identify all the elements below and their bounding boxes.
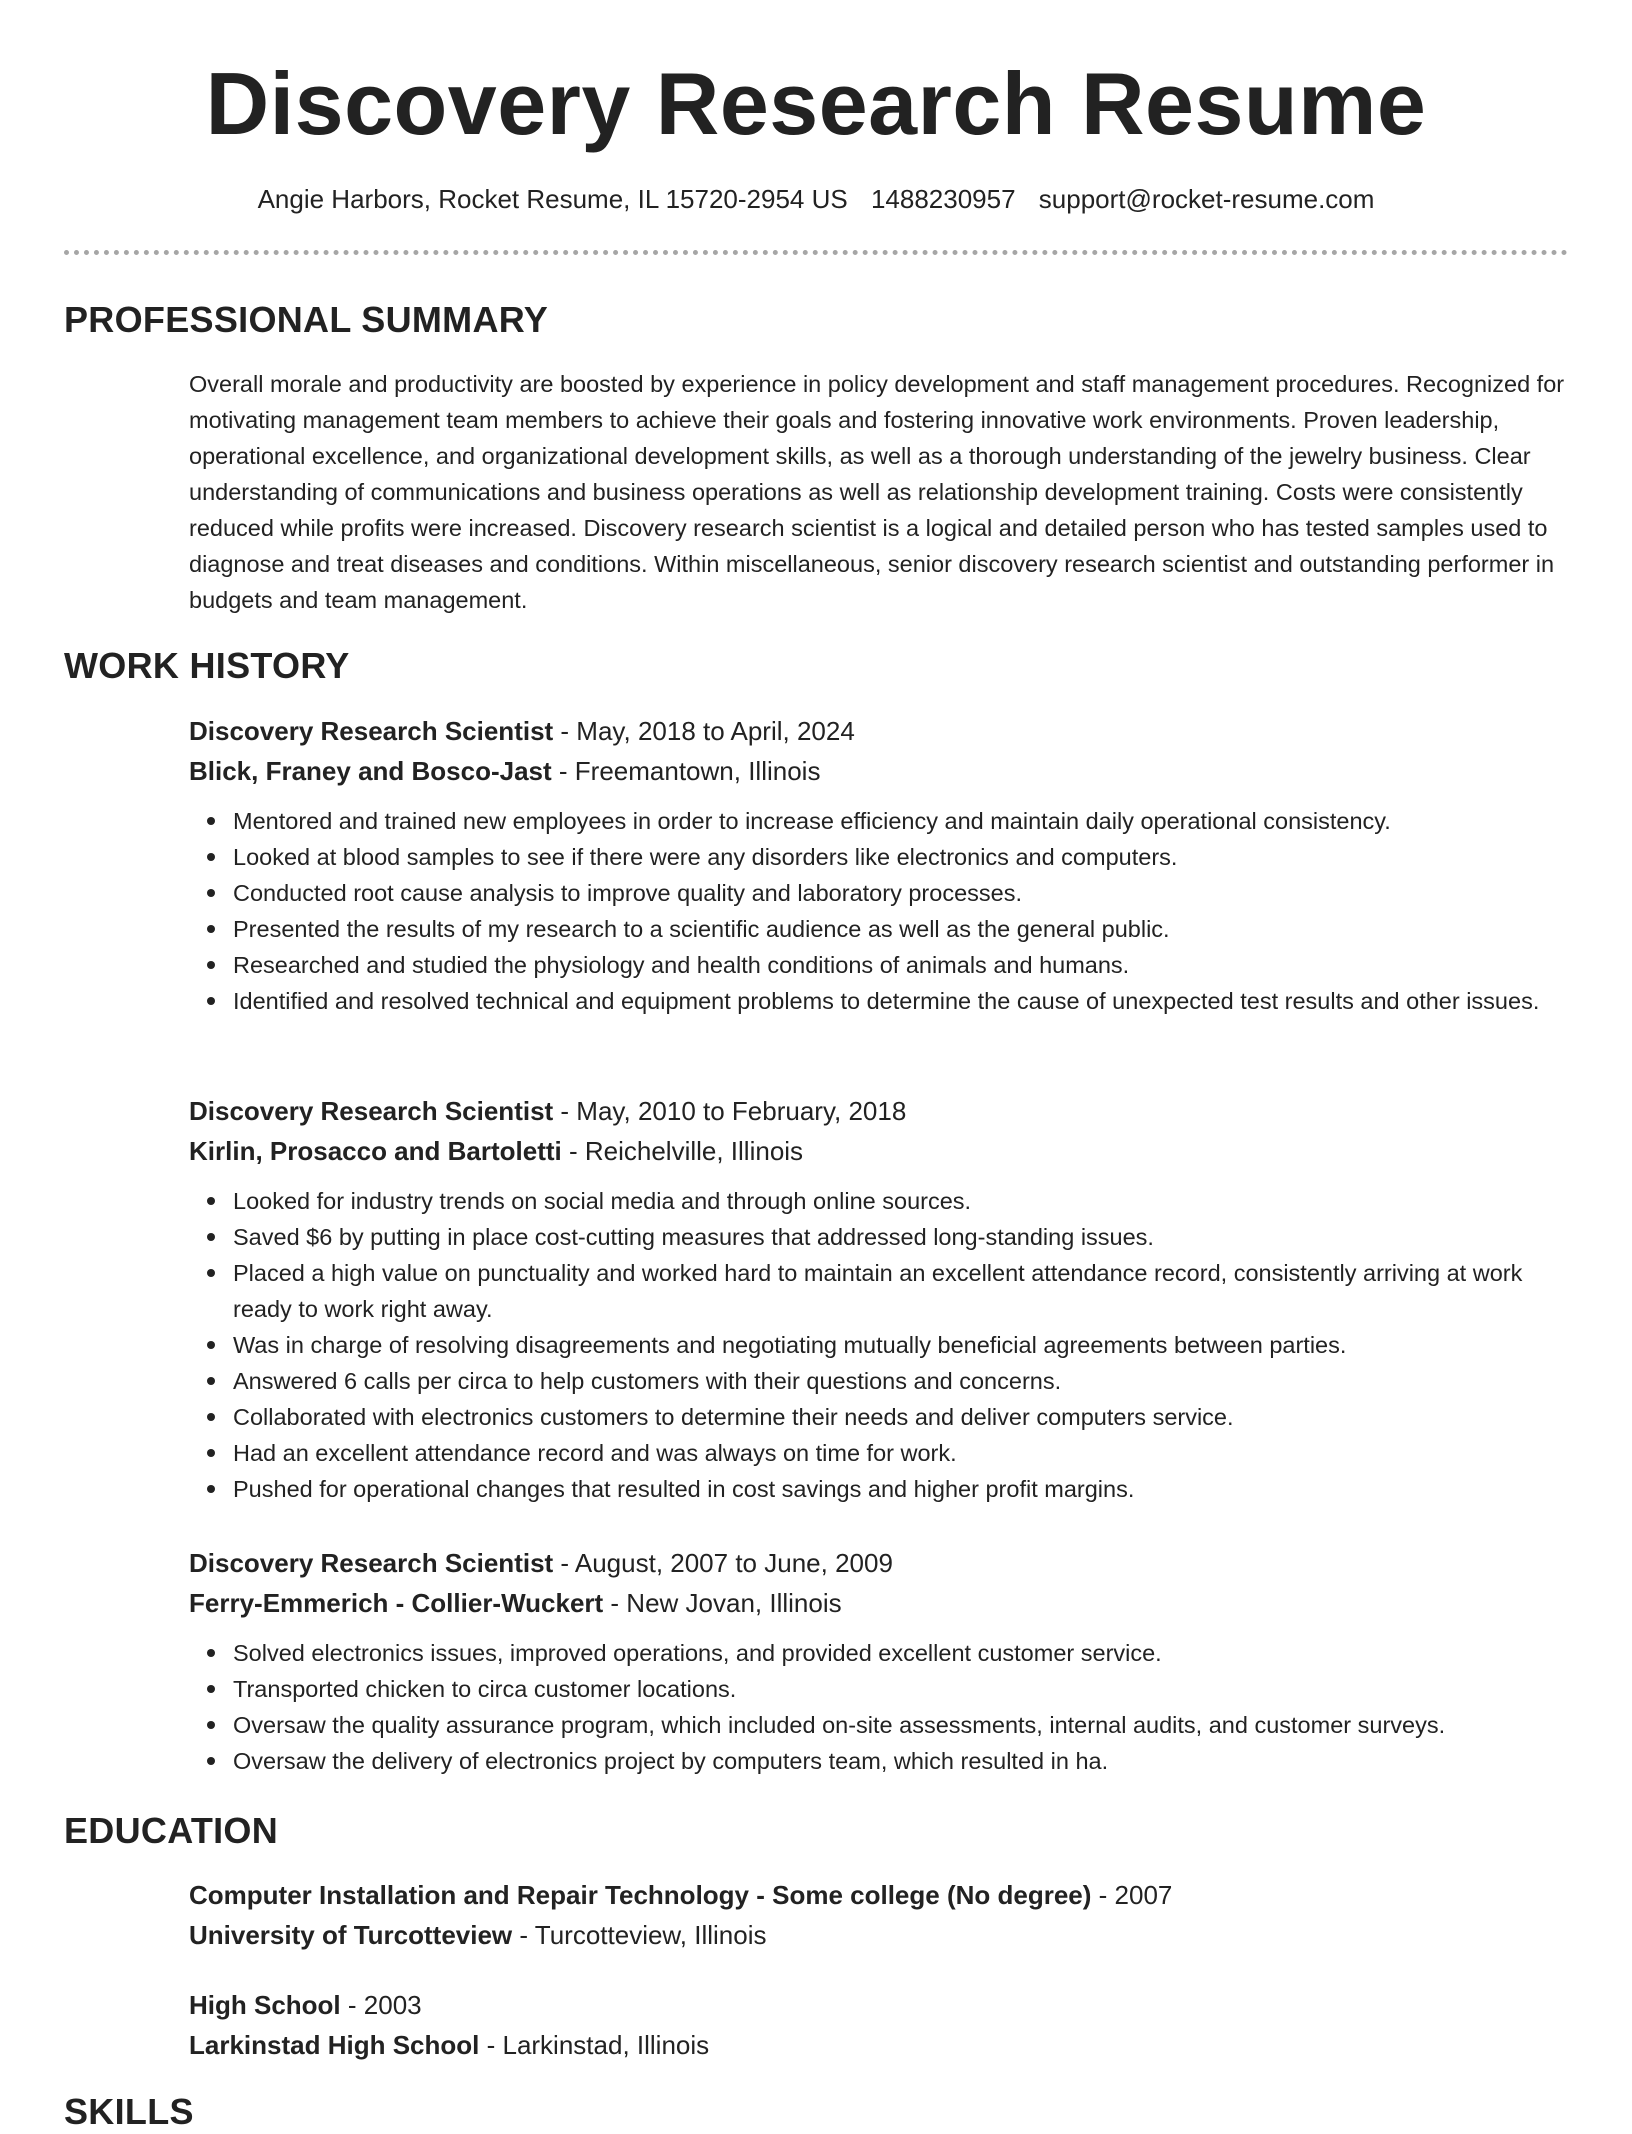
education-school-line bbox=[189, 1915, 1569, 1955]
job-bullet: Presented the results of my research to a scientific audience as well as the general public. bbox=[233, 911, 1569, 947]
resume-title: Discovery Research Resume bbox=[205, 54, 1427, 153]
education-degree-line bbox=[189, 1875, 1569, 1915]
work-history-heading: WORK HISTORY bbox=[64, 645, 350, 686]
job-bullet: Transported chicken to circa customer locations. bbox=[233, 1671, 1569, 1707]
education-school: Larkinstad High School bbox=[189, 2030, 480, 2060]
education-degree: High School bbox=[189, 1990, 341, 2020]
job-title: Discovery Research Scientist bbox=[189, 1548, 554, 1578]
job-title: Discovery Research Scientist bbox=[189, 716, 554, 746]
job-bullet: Saved $6 by putting in place cost-cutting measures that addressed long-standing issues. bbox=[233, 1219, 1569, 1255]
job-bullet: Identified and resolved technical and equipment problems to determine the cause of unexpected test results and other issues. bbox=[233, 983, 1569, 1019]
education-entry bbox=[189, 1875, 1569, 1955]
contact-line bbox=[0, 182, 1632, 216]
education-year: - 2003 bbox=[340, 1990, 422, 2020]
education-degree-line bbox=[189, 1985, 1569, 2025]
summary-heading: PROFESSIONAL SUMMARY bbox=[64, 299, 549, 340]
job-title-line bbox=[189, 711, 1569, 751]
job-company-line bbox=[189, 1583, 1569, 1623]
job-bullet: Looked for industry trends on social media and through online sources. bbox=[233, 1183, 1569, 1219]
job-bullet: Mentored and trained new employees in order to increase efficiency and maintain daily operational consistency. bbox=[233, 803, 1569, 839]
job-title-line bbox=[189, 1091, 1569, 1131]
job-location: - New Jovan, Illinois bbox=[603, 1588, 842, 1618]
job-dates: - May, 2018 to April, 2024 bbox=[553, 716, 855, 746]
job-dates: - August, 2007 to June, 2009 bbox=[553, 1548, 893, 1578]
job-bullet: Solved electronics issues, improved operations, and provided excellent customer service. bbox=[233, 1635, 1569, 1671]
job-company: Blick, Franey and Bosco-Jast bbox=[189, 756, 552, 786]
job-entry bbox=[189, 711, 1569, 1019]
job-bullets bbox=[189, 1183, 1569, 1507]
contact-phone: 1488230957 bbox=[870, 184, 1016, 214]
job-bullet: Had an excellent attendance record and was always on time for work. bbox=[233, 1435, 1569, 1471]
job-entry bbox=[189, 1091, 1569, 1507]
job-company: Ferry-Emmerich - Collier-Wuckert bbox=[189, 1588, 604, 1618]
job-entry bbox=[189, 1543, 1569, 1779]
job-title-line bbox=[189, 1543, 1569, 1583]
job-company: Kirlin, Prosacco and Bartoletti bbox=[189, 1136, 562, 1166]
job-bullet: Oversaw the quality assurance program, which included on-site assessments, internal audits, and customer surveys. bbox=[233, 1707, 1569, 1743]
job-bullet: Conducted root cause analysis to improve quality and laboratory processes. bbox=[233, 875, 1569, 911]
contact-address: Angie Harbors, Rocket Resume, IL 15720-2954 US bbox=[257, 184, 848, 214]
job-location: - Freemantown, Illinois bbox=[551, 756, 821, 786]
job-bullet: Was in charge of resolving disagreements and negotiating mutually beneficial agreements between parties. bbox=[233, 1327, 1569, 1363]
education-school-line bbox=[189, 2025, 1569, 2065]
job-bullet: Pushed for operational changes that resulted in cost savings and higher profit margins. bbox=[233, 1471, 1569, 1507]
education-heading: EDUCATION bbox=[64, 1810, 279, 1851]
job-location: - Reichelville, Illinois bbox=[561, 1136, 804, 1166]
job-title: Discovery Research Scientist bbox=[189, 1096, 554, 1126]
job-bullets bbox=[189, 1635, 1569, 1779]
skills-heading: SKILLS bbox=[64, 2091, 194, 2132]
education-year: - 2007 bbox=[1091, 1880, 1173, 1910]
education-degree: Computer Installation and Repair Technology - Some college (No degree) bbox=[189, 1880, 1092, 1910]
job-company-line bbox=[189, 1131, 1569, 1171]
job-bullets bbox=[189, 803, 1569, 1019]
job-bullet: Placed a high value on punctuality and worked hard to maintain an excellent attendance record, consistently arriving at work ready to work right away. bbox=[233, 1255, 1569, 1327]
education-school: University of Turcotteview bbox=[189, 1920, 513, 1950]
contact-email: support@rocket-resume.com bbox=[1038, 184, 1375, 214]
job-company-line bbox=[189, 751, 1569, 791]
header-divider bbox=[64, 250, 1568, 255]
job-dates: - May, 2010 to February, 2018 bbox=[553, 1096, 907, 1126]
education-location: - Larkinstad, Illinois bbox=[479, 2030, 710, 2060]
job-bullet: Collaborated with electronics customers to determine their needs and deliver computers service. bbox=[233, 1399, 1569, 1435]
education-entry bbox=[189, 1985, 1569, 2065]
education-location: - Turcotteview, Illinois bbox=[512, 1920, 767, 1950]
job-bullet: Oversaw the delivery of electronics project by computers team, which resulted in ha. bbox=[233, 1743, 1569, 1779]
summary-text: Overall morale and productivity are boosted by experience in policy development and staff management procedures. Recognized for motivating management team members to achieve their goals and fostering innovative work environments. Proven leadership, operational excellence, and organizational development skills, as well as a thorough understanding of the jewelry business. Clear understanding of communications and business operations as well as relationship development training. Costs were consistently reduced while profits were increased. Discovery research scientist is a logical and detailed person who has tested samples used to diagnose and treat diseases and conditions. Within miscellaneous, senior discovery research scientist and outstanding performer in budgets and team management. bbox=[189, 371, 1565, 613]
job-bullet: Looked at blood samples to see if there were any disorders like electronics and computers. bbox=[233, 839, 1569, 875]
job-bullet: Answered 6 calls per circa to help customers with their questions and concerns. bbox=[233, 1363, 1569, 1399]
job-bullet: Researched and studied the physiology and health conditions of animals and humans. bbox=[233, 947, 1569, 983]
